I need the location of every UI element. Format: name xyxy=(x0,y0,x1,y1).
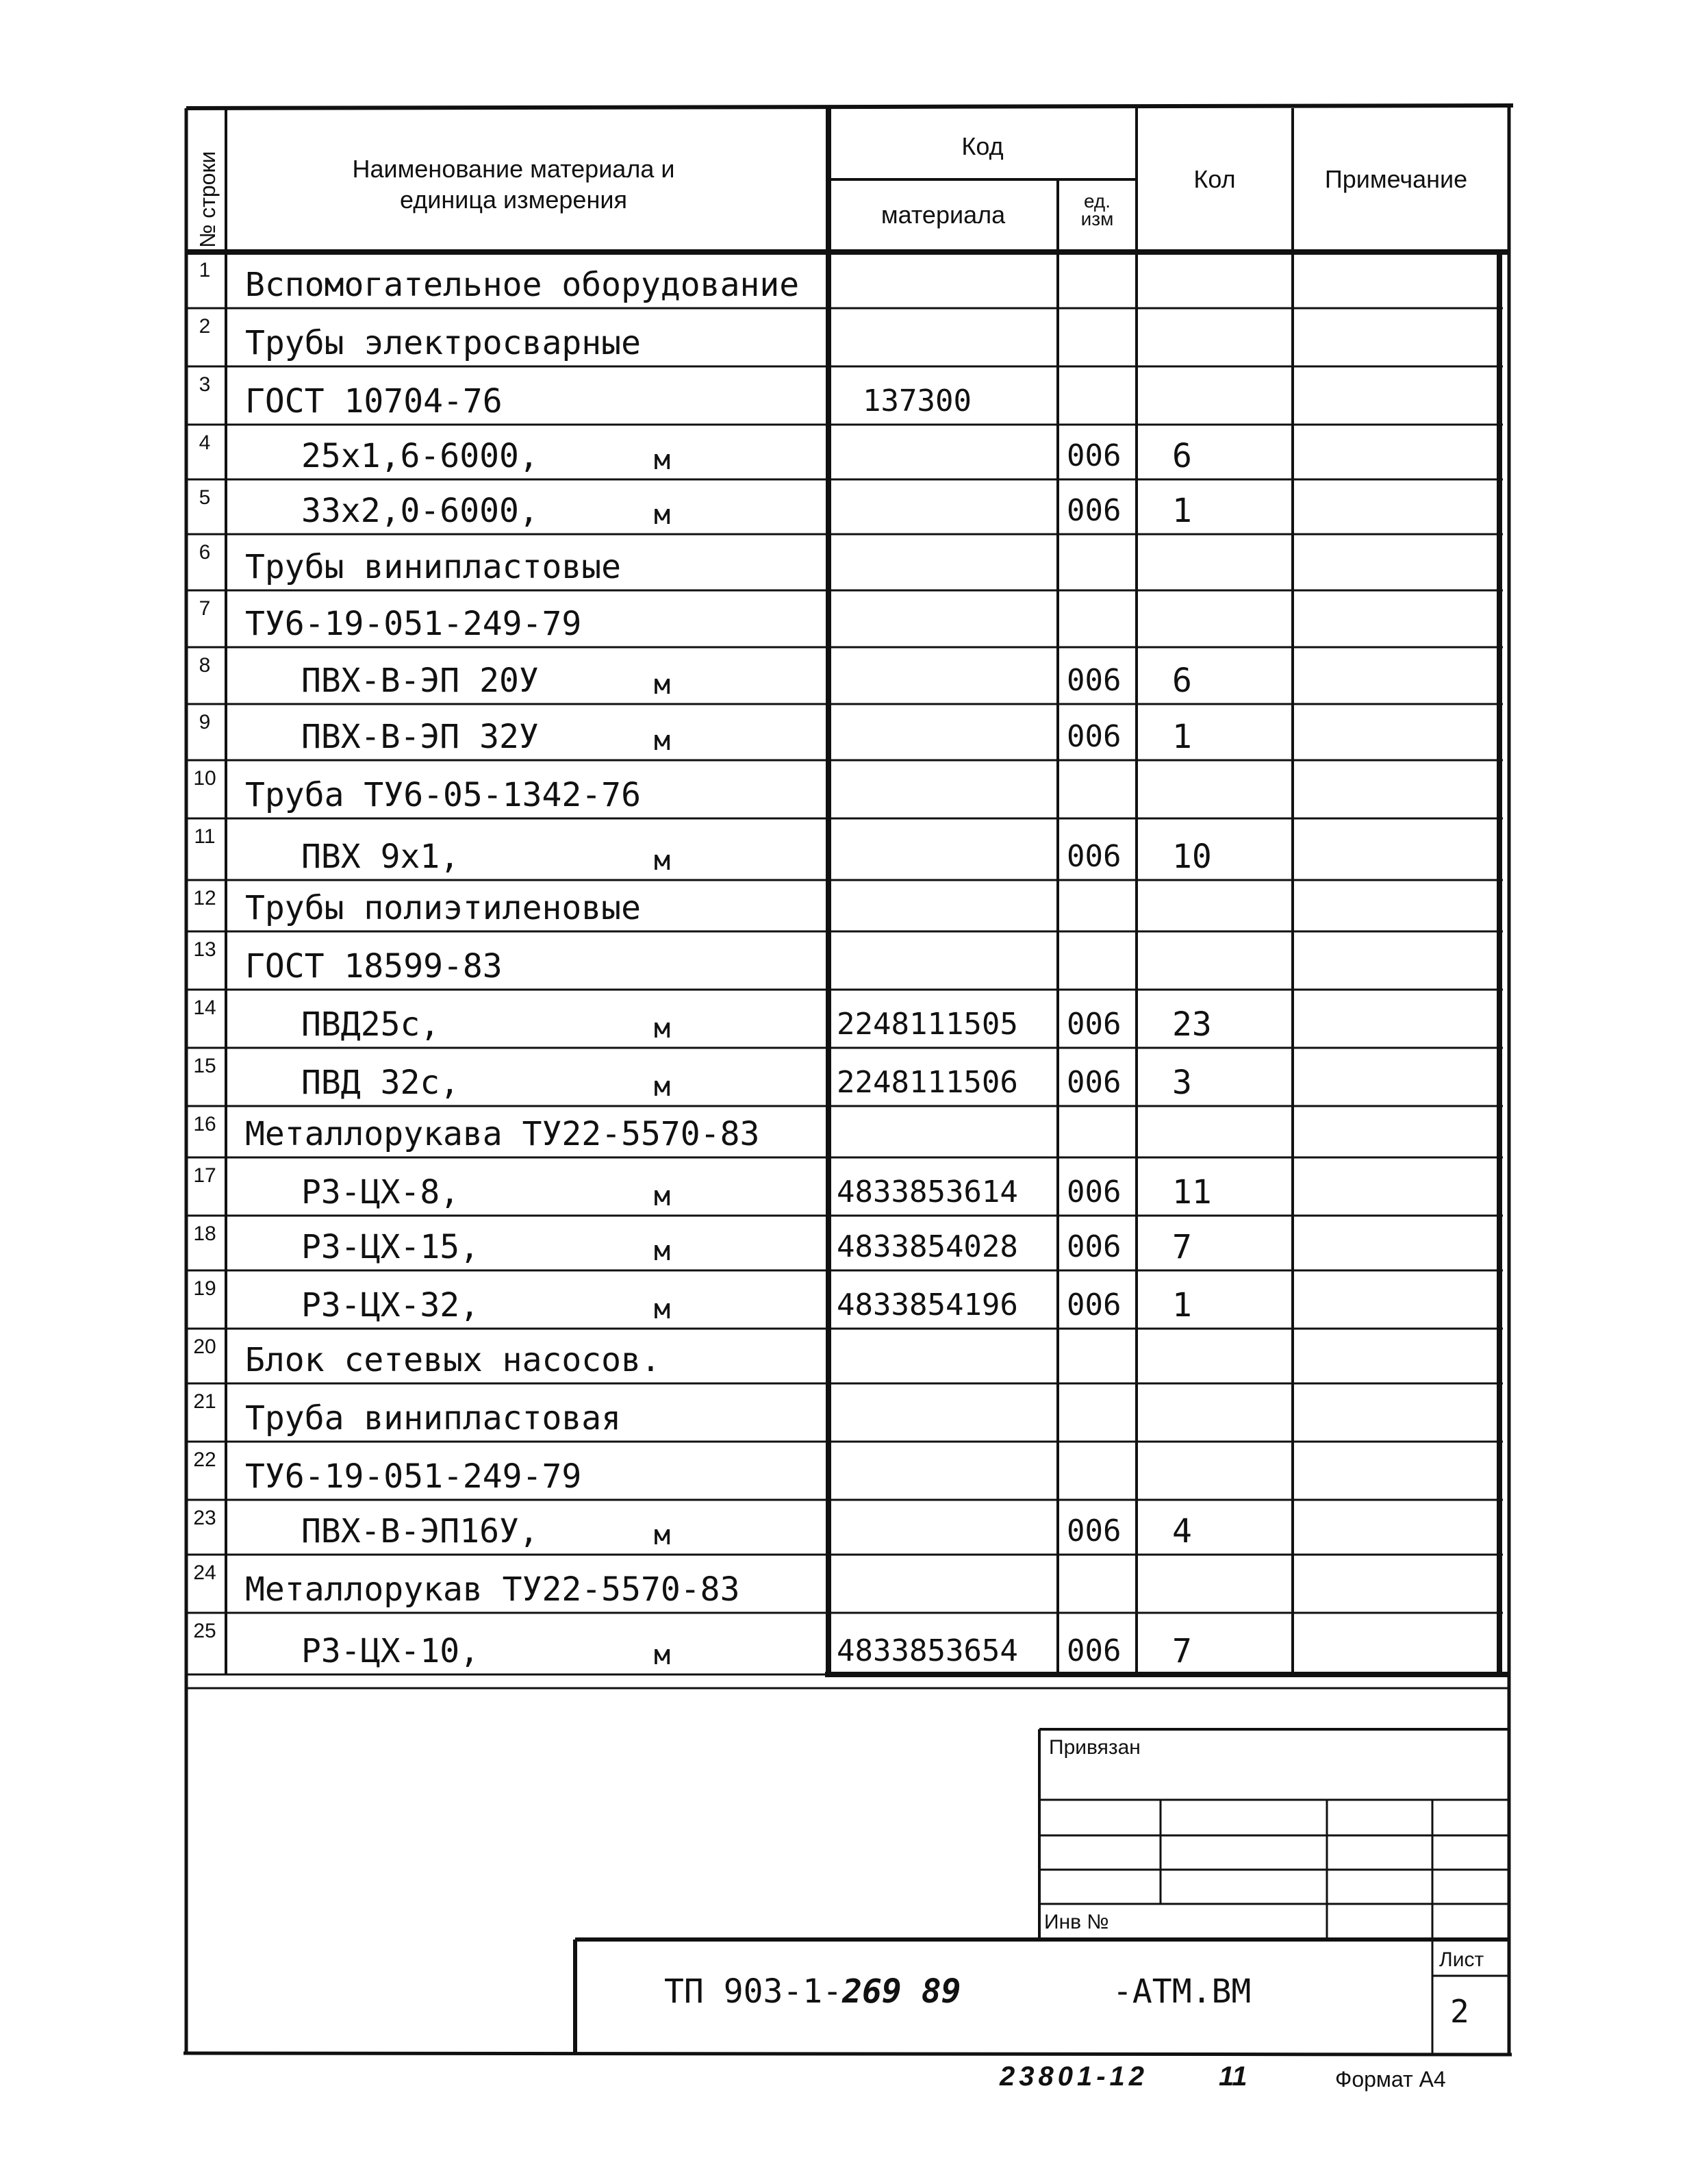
quantity: 6 xyxy=(1172,437,1192,475)
unit-of-measure: м xyxy=(654,1013,671,1044)
unit-of-measure: м xyxy=(654,669,671,701)
sheet-number: 2 xyxy=(1450,1993,1469,2030)
material-code: 2248111505 xyxy=(837,1007,1018,1042)
material-name: ТУ6-19-051-249-79 xyxy=(245,1457,582,1496)
col-name-header-line1: Наименование материала и xyxy=(352,155,675,183)
material-name: ТУ6-19-051-249-79 xyxy=(245,605,582,643)
row-number: 8 xyxy=(199,654,211,677)
unit-of-measure: м xyxy=(654,1640,671,1671)
unit-code: 006 xyxy=(1067,1514,1122,1548)
quantity: 11 xyxy=(1172,1173,1212,1212)
bound-label: Привязан xyxy=(1049,1736,1141,1759)
format-label: Формат А4 xyxy=(1335,2067,1446,2092)
material-code: 137300 xyxy=(863,384,972,418)
col-note-header: Примечание xyxy=(1324,165,1468,193)
row-number: 19 xyxy=(193,1277,216,1300)
unit-code: 006 xyxy=(1067,663,1122,698)
quantity: 6 xyxy=(1172,662,1192,700)
unit-code: 006 xyxy=(1067,1633,1122,1668)
row-number: 10 xyxy=(193,767,216,790)
unit-of-measure: м xyxy=(654,444,671,476)
row-number: 24 xyxy=(193,1561,216,1584)
material-name: ПВХ 9х1, xyxy=(301,838,460,876)
material-name: Металлорукав ТУ22-5570-83 xyxy=(245,1570,740,1609)
col-qty-header: Кол xyxy=(1193,165,1236,193)
row-number: 16 xyxy=(193,1113,216,1135)
material-code: 4833854028 xyxy=(837,1229,1018,1264)
material-name: Р3-ЦХ-10, xyxy=(301,1632,480,1670)
material-name: Трубы винипластовые xyxy=(245,548,622,586)
material-name: ГОСТ 10704-76 xyxy=(245,382,503,421)
material-name: ПВХ-В-ЭП 20У xyxy=(301,662,539,700)
unit-of-measure: м xyxy=(654,1235,671,1267)
material-name: Блок сетевых насосов. xyxy=(245,1341,661,1379)
inventory-number-label: Инв № xyxy=(1044,1911,1109,1933)
unit-code: 006 xyxy=(1067,719,1122,754)
material-name: 33х2,0-6000, xyxy=(301,492,539,530)
material-code: 4833853614 xyxy=(837,1175,1018,1209)
col-row-number-header: № строки xyxy=(195,151,220,248)
row-number: 5 xyxy=(199,486,211,509)
row-number: 18 xyxy=(193,1222,216,1245)
row-number: 23 xyxy=(193,1507,216,1529)
unit-code: 006 xyxy=(1067,438,1122,473)
unit-code: 006 xyxy=(1067,1288,1122,1322)
row-number: 13 xyxy=(193,938,216,961)
row-number: 1 xyxy=(199,259,211,281)
material-name: ГОСТ 18599-83 xyxy=(245,947,503,986)
row-number: 21 xyxy=(193,1390,216,1413)
material-name: Труба винипластовая xyxy=(245,1399,622,1438)
quantity: 1 xyxy=(1172,718,1192,756)
unit-of-measure: м xyxy=(654,499,671,531)
row-number: 12 xyxy=(193,887,216,909)
document-code xyxy=(664,1972,961,2011)
row-number: 3 xyxy=(199,373,211,396)
quantity: 23 xyxy=(1172,1005,1212,1044)
unit-of-measure: м xyxy=(654,1181,671,1212)
unit-of-measure: м xyxy=(654,1071,671,1103)
unit-code: 006 xyxy=(1067,493,1122,528)
quantity: 10 xyxy=(1172,838,1212,876)
col-unit-header-line1: ед. xyxy=(1083,190,1111,212)
sheet-label: Лист xyxy=(1439,1948,1484,1971)
col-unit-header-line2: изм xyxy=(1080,208,1114,229)
material-code: 4833853654 xyxy=(837,1633,1018,1668)
material-name: Р3-ЦХ-15, xyxy=(301,1228,480,1266)
unit-code: 006 xyxy=(1067,839,1122,874)
row-number: 25 xyxy=(193,1620,216,1642)
unit-of-measure: м xyxy=(654,725,671,757)
document-code-suffix: -АТМ.ВМ xyxy=(1113,1972,1252,2011)
unit-code: 006 xyxy=(1067,1065,1122,1100)
material-name: Труба ТУ6-05-1342-76 xyxy=(245,776,641,814)
material-name: 25х1,6-6000, xyxy=(301,437,539,475)
unit-of-measure: м xyxy=(654,1294,671,1325)
col-name-header-line2: единица измерения xyxy=(400,186,627,214)
unit-code: 006 xyxy=(1067,1229,1122,1264)
material-name: ПВХ-В-ЭП16У, xyxy=(301,1512,539,1551)
material-code: 4833854196 xyxy=(837,1288,1018,1322)
material-code: 2248111506 xyxy=(837,1065,1018,1100)
material-name: Металлорукава ТУ22-5570-83 xyxy=(245,1115,760,1153)
row-number: 17 xyxy=(193,1164,216,1187)
row-number: 6 xyxy=(199,541,211,564)
unit-code: 006 xyxy=(1067,1175,1122,1209)
quantity: 4 xyxy=(1172,1512,1192,1551)
unit-code: 006 xyxy=(1067,1007,1122,1042)
material-name: Р3-ЦХ-32, xyxy=(301,1286,480,1325)
row-number: 15 xyxy=(193,1055,216,1077)
material-name: Вспомогательное оборудование xyxy=(245,266,800,304)
row-number: 4 xyxy=(199,431,211,454)
material-name: ПВХ-В-ЭП 32У xyxy=(301,718,539,756)
quantity: 7 xyxy=(1172,1632,1192,1670)
archive-number: 23801-12 xyxy=(1000,2061,1149,2092)
row-number: 9 xyxy=(199,711,211,733)
material-name: ПВД25с, xyxy=(301,1005,440,1044)
row-number: 2 xyxy=(199,315,211,338)
row-number: 22 xyxy=(193,1448,216,1471)
quantity: 1 xyxy=(1172,492,1192,530)
material-name: ПВД 32с, xyxy=(301,1064,460,1102)
quantity: 7 xyxy=(1172,1228,1192,1266)
row-number: 11 xyxy=(194,825,216,848)
archive-page: 11 xyxy=(1219,2061,1247,2092)
row-number: 14 xyxy=(193,996,216,1019)
unit-of-measure: м xyxy=(654,1520,671,1551)
quantity: 1 xyxy=(1172,1286,1192,1325)
col-material-header: материала xyxy=(880,201,1006,229)
col-code-header: Код xyxy=(961,132,1004,160)
row-number: 7 xyxy=(199,597,211,620)
unit-of-measure: м xyxy=(654,845,671,877)
material-name: Р3-ЦХ-8, xyxy=(301,1173,460,1212)
material-name: Трубы полиэтиленовые xyxy=(245,889,641,927)
document-code-handwritten: 269 89 xyxy=(842,1972,961,2011)
document-code-prefix: ТП 903-1- xyxy=(664,1972,843,2011)
quantity: 3 xyxy=(1172,1064,1192,1102)
row-number: 20 xyxy=(193,1335,216,1358)
material-name: Трубы электросварные xyxy=(245,324,641,362)
